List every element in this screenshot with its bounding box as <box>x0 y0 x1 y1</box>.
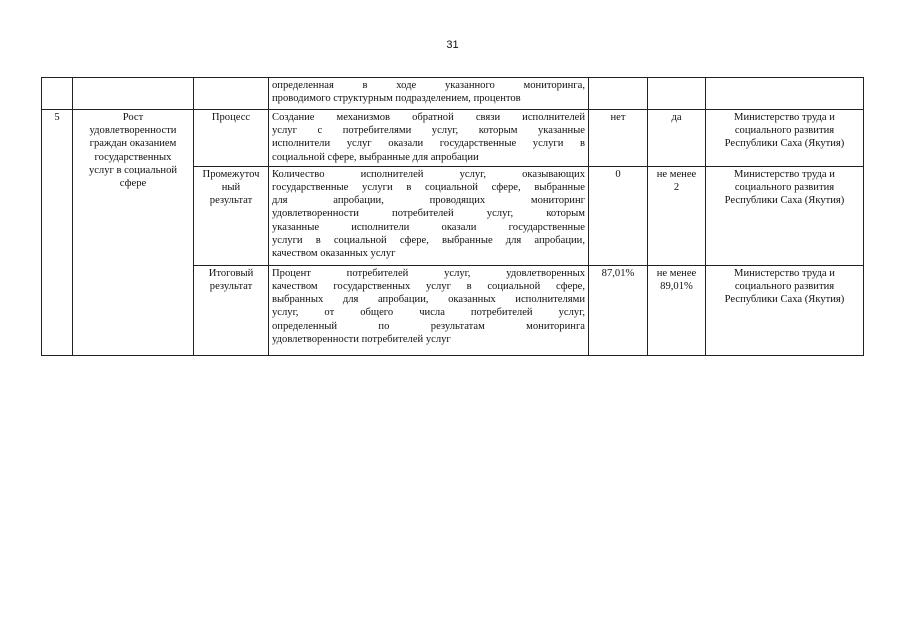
responsible-line: Республики Саха (Якутия) <box>724 195 845 207</box>
goal-line: государственных <box>94 151 172 163</box>
goal-line: удовлетворенности <box>89 125 177 137</box>
indicator-line: качеством государственных услуг в социальной сфере, <box>272 281 585 293</box>
cell-responsible <box>706 166 864 265</box>
table-row-continued <box>42 78 864 110</box>
indicator-line: для апробации, проводящих мониторинг <box>272 195 585 207</box>
cell-indicator <box>269 110 589 167</box>
indicator-line: проводимого структурным подразделением, процентов <box>272 93 521 105</box>
cell-base-value: 0 <box>589 166 648 265</box>
cell-responsible <box>706 265 864 355</box>
type-line: результат <box>209 195 253 207</box>
goal-line: Рост <box>122 112 144 123</box>
indicator-line: Создание механизмов обратной связи исполнителей <box>272 112 585 123</box>
target-line: не менее <box>656 267 697 279</box>
indicator-line: услуг, от общего числа потребителей услуг, <box>272 307 585 319</box>
cell-goal <box>73 78 194 110</box>
responsible-line: социального развития <box>734 281 835 293</box>
responsible-line: Республики Саха (Якутия) <box>724 294 845 306</box>
cell-indicator <box>269 166 589 265</box>
cell-target-value <box>648 265 706 355</box>
type-line: Промежуточ <box>202 168 260 180</box>
responsible-line: Министерство труда и <box>734 168 835 180</box>
cell-target-value <box>648 110 706 167</box>
responsible-line: Республики Саха (Якутия) <box>724 138 845 150</box>
cell-target-value <box>648 78 706 110</box>
indicator-line: Количество исполнителей услуг, оказывающих <box>272 168 585 180</box>
cell-responsible <box>706 78 864 110</box>
type-line: результат <box>209 281 253 293</box>
responsible-line: социального развития <box>734 125 835 137</box>
indicator-line: услуг с потребителями услуг, которым указанные <box>272 125 585 137</box>
type-line: ный <box>221 182 241 194</box>
responsible-line: Министерство труда и <box>734 267 835 279</box>
cell-indicator <box>269 78 589 110</box>
responsible-line: социального развития <box>734 182 835 194</box>
cell-base-value: нет <box>589 110 648 167</box>
cell-type <box>194 166 269 265</box>
cell-type <box>194 110 269 167</box>
cell-base-value: 87,01% <box>589 265 648 355</box>
indicator-line: удовлетворенности потребителей услуг, которым <box>272 208 585 220</box>
cell-number <box>42 78 73 110</box>
target-line: не менее <box>656 168 697 180</box>
goal-line: граждан оказанием <box>89 138 177 150</box>
indicator-line: определенная в ходе указанного мониторинга, <box>272 80 585 91</box>
indicator-line: Процент потребителей услуг, удовлетворенных <box>272 267 585 279</box>
indicator-line: выбранных для апробации, оказанных исполнителями <box>272 294 585 306</box>
cell-responsible <box>706 110 864 167</box>
type-line: Итоговый <box>208 267 254 279</box>
cell-type <box>194 78 269 110</box>
target-line: 2 <box>673 182 680 194</box>
cell-target-value <box>648 166 706 265</box>
indicator-line: социальной сфере, выбранные для апробации <box>272 151 479 163</box>
indicator-line: исполнители услуг оказали государственные услуги в <box>272 138 585 150</box>
responsible-line: Министерство труда и <box>734 112 835 123</box>
cell-type <box>194 265 269 355</box>
indicator-line: государственные услуги в социальной сфере, выбранные <box>272 182 585 194</box>
indicator-line: указанные исполнители оказали государственные <box>272 221 585 233</box>
cell-base-value <box>589 78 648 110</box>
indicator-line: услуги в социальной сфере, выбранные для апробации, <box>272 234 585 246</box>
cell-goal <box>73 110 194 356</box>
indicator-line: удовлетворенности потребителей услуг <box>272 333 451 345</box>
cell-indicator <box>269 265 589 355</box>
table-row-process <box>42 110 864 167</box>
goal-line: услуг в социальной <box>88 164 178 176</box>
goal-line: сфере <box>119 178 147 190</box>
target-line: да <box>671 112 682 123</box>
indicators-table <box>41 77 864 356</box>
indicator-line: качеством оказанных услуг <box>272 248 396 260</box>
type-line: Процесс <box>211 112 251 123</box>
indicator-line: определенный по результатам мониторинга <box>272 320 585 332</box>
target-line: 89,01% <box>660 281 693 293</box>
cell-number: 5 <box>42 110 73 356</box>
page-number: 31 <box>446 39 459 51</box>
